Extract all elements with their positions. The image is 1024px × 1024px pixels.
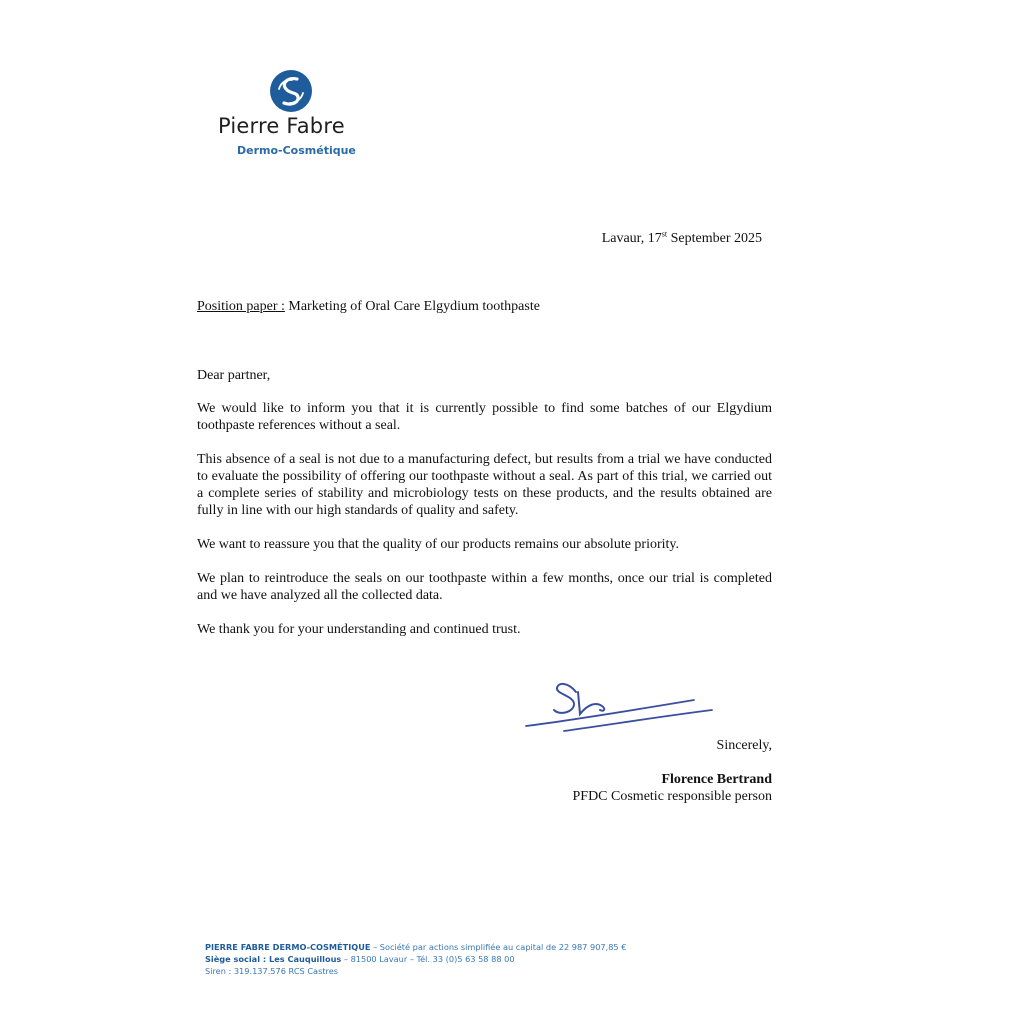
letter-body	[197, 367, 772, 655]
brand-subtitle: Dermo-Cosmétique	[237, 144, 356, 157]
handwritten-signature	[524, 676, 716, 736]
brand-name: Pierre Fabre	[218, 114, 345, 138]
closing: Sincerely,	[716, 738, 772, 753]
footer-hq-label: Siège social : Les Cauquillous	[205, 954, 342, 964]
footer-company-desc: – Société par actions simplifiée au capital de 22 987 907,85 €	[370, 942, 627, 952]
signer-block	[573, 771, 773, 805]
paragraph-2: This absence of a seal is not due to a manufacturing defect, but results from a trial we have conducted to evaluate the possibility of offering our toothpaste without a seal. As part of this trial, we carried out a complete series of stability and microbiology tests on these products, and the results obtained are fully in line with our high standards of quality and safety.	[197, 452, 772, 518]
date-ordinal: st	[661, 229, 668, 239]
subject-text: Marketing of Oral Care Elgydium toothpaste	[284, 299, 540, 314]
paragraph-4: We plan to reintroduce the seals on our toothpaste within a few months, once our trial is completed and we have analyzed all the collected data.	[197, 571, 772, 603]
footer-line-1	[205, 941, 626, 953]
letter-date	[602, 231, 762, 247]
paragraph-5: We thank you for your understanding and continued trust.	[197, 622, 521, 637]
footer-line-2	[205, 953, 626, 965]
date-place-day: Lavaur, 17	[601, 231, 662, 246]
paragraph-3: We want to reassure you that the quality of our products remains our absolute priority.	[197, 537, 680, 552]
greeting: Dear partner,	[197, 368, 271, 383]
footer-company: PIERRE FABRE DERMO-COSMÉTIQUE	[205, 942, 371, 952]
paragraph-1: We would like to inform you that it is currently possible to find some batches of our Elgydium toothpaste references without a seal.	[197, 401, 772, 433]
subject-line	[197, 299, 540, 315]
signer-title: PFDC Cosmetic responsible person	[572, 789, 772, 804]
signer-name: Florence Bertrand	[661, 772, 772, 787]
pierre-fabre-logo-icon	[270, 70, 312, 112]
footer-hq-address: – 81500 Lavaur – Tél. 33 (0)5 63 58 88 00	[341, 954, 515, 964]
letter-footer	[205, 941, 626, 977]
date-month-year: September 2025	[667, 231, 762, 246]
subject-label: Position paper :	[197, 299, 285, 314]
footer-siren: Siren : 319.137.576 RCS Castres	[205, 966, 339, 976]
